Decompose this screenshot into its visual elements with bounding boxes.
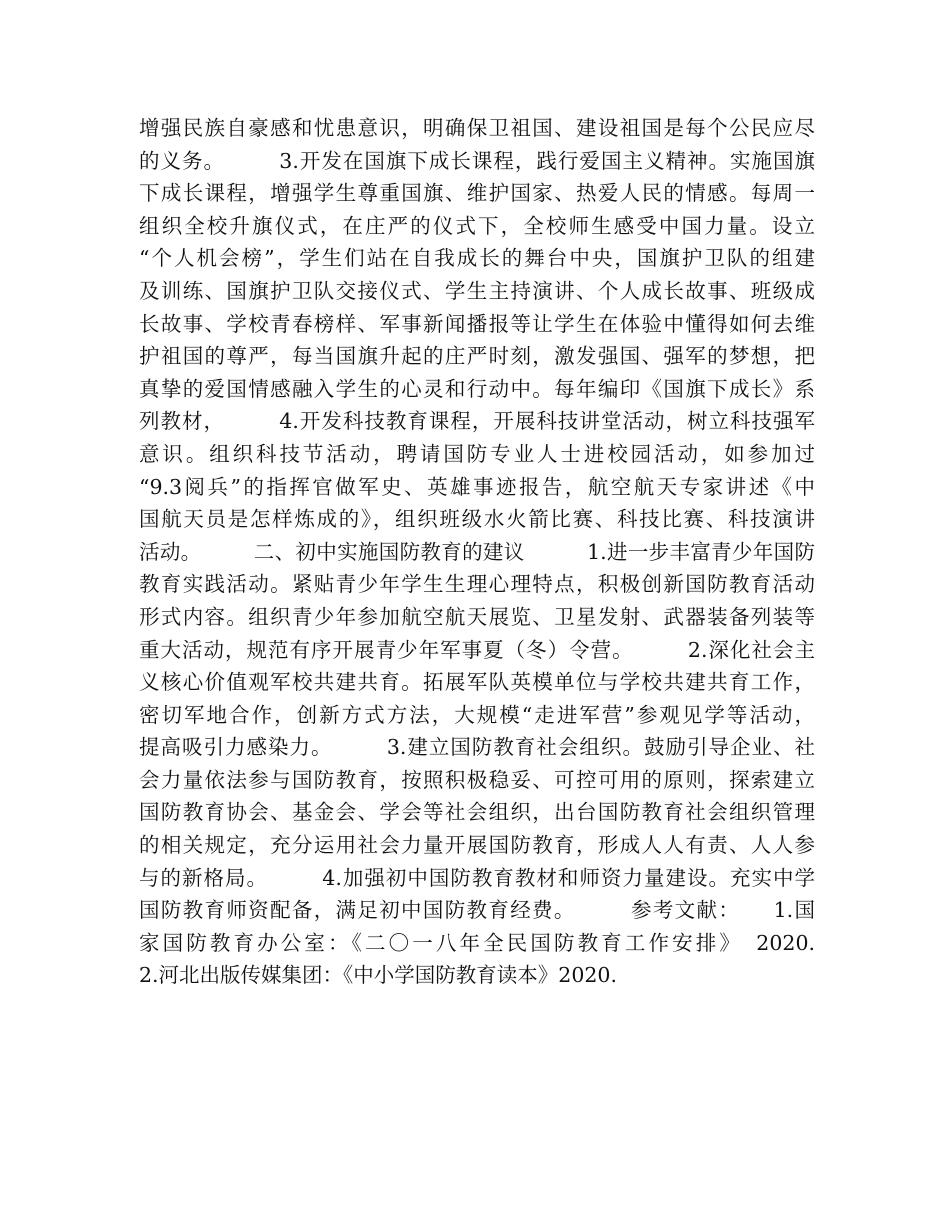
text-line: 真挚的爱国情感融入学生的心灵和行动中。每年编印《国旗下成长》系 [139, 376, 815, 401]
text-line: 形式内容。组织青少年参加航空航天展览、卫星发射、武器装备列装等 [139, 604, 815, 629]
text-line: 提高吸引力感染力。 3.建立国防教育社会组织。鼓励引导企业、社 [139, 735, 815, 760]
text-line: 及训练、国旗护卫队交接仪式、学生主持演讲、个人成长故事、班级成 [139, 278, 815, 303]
text-line: 长故事、学校青春榜样、军事新闻播报等让学生在体验中懂得如何去维 [139, 311, 815, 336]
text-line: 重大活动，规范有序开展青少年军事夏（冬）令营。 2.深化社会主 [139, 637, 815, 662]
text-line: 会力量依法参与国防教育，按照积极稳妥、可控可用的原则，探索建立 [139, 767, 815, 792]
text-line: 教育实践活动。紧贴青少年学生生理心理特点，积极创新国防教育活动 [139, 572, 815, 597]
text-line: 密切军地合作，创新方式方法，大规模“走进军营”参观见学等活动， [139, 702, 815, 727]
body-text [139, 112, 815, 992]
text-line: 护祖国的尊严，每当国旗升起的庄严时刻，激发强国、强军的梦想，把 [139, 344, 815, 369]
text-line: 组织全校升旗仪式，在庄严的仪式下，全校师生感受中国力量。设立 [139, 213, 815, 238]
text-line: “个人机会榜”，学生们站在自我成长的舞台中央，国旗护卫队的组建 [139, 246, 815, 271]
text-line: 的义务。 3.开发在国旗下成长课程，践行爱国主义精神。实施国旗 [139, 148, 815, 173]
text-line: 国航天员是怎样炼成的》，组织班级水火箭比赛、科技比赛、科技演讲 [139, 507, 815, 532]
text-line: 的相关规定，充分运用社会力量开展国防教育，形成人人有责、人人参 [139, 833, 815, 858]
text-line: 列教材， 4.开发科技教育课程，开展科技讲堂活动，树立科技强军 [139, 409, 815, 434]
text-line: “9.3阅兵”的指挥官做军史、英雄事迹报告，航空航天专家讲述《中 [139, 474, 815, 499]
text-line: 国防教育协会、基金会、学会等社会组织，出台国防教育社会组织管理 [139, 800, 815, 825]
text-line: 2.河北出版传媒集团：《中小学国防教育读本》2020. [139, 963, 617, 988]
text-line: 义核心价值观军校共建共育。拓展军队英模单位与学校共建共育工作， [139, 670, 815, 695]
text-line: 国防教育师资配备，满足初中国防教育经费。 参考文献： 1.国 [139, 898, 815, 923]
text-line: 与的新格局。 4.加强初中国防教育教材和师资力量建设。充实中学 [139, 865, 815, 890]
text-line: 增强民族自豪感和忧患意识，明确保卫祖国、建设祖国是每个公民应尽 [139, 116, 815, 140]
text-line: 下成长课程，增强学生尊重国旗、维护国家、热爱人民的情感。每周一 [139, 181, 815, 206]
text-line: 家国防教育办公室：《二〇一八年全民国防教育工作安排》 2020. [139, 930, 815, 955]
text-line: 活动。 二、初中实施国防教育的建议 1.进一步丰富青少年国防 [139, 539, 815, 564]
text-line: 意识。组织科技节活动，聘请国防专业人士进校园活动，如参加过 [139, 441, 815, 466]
